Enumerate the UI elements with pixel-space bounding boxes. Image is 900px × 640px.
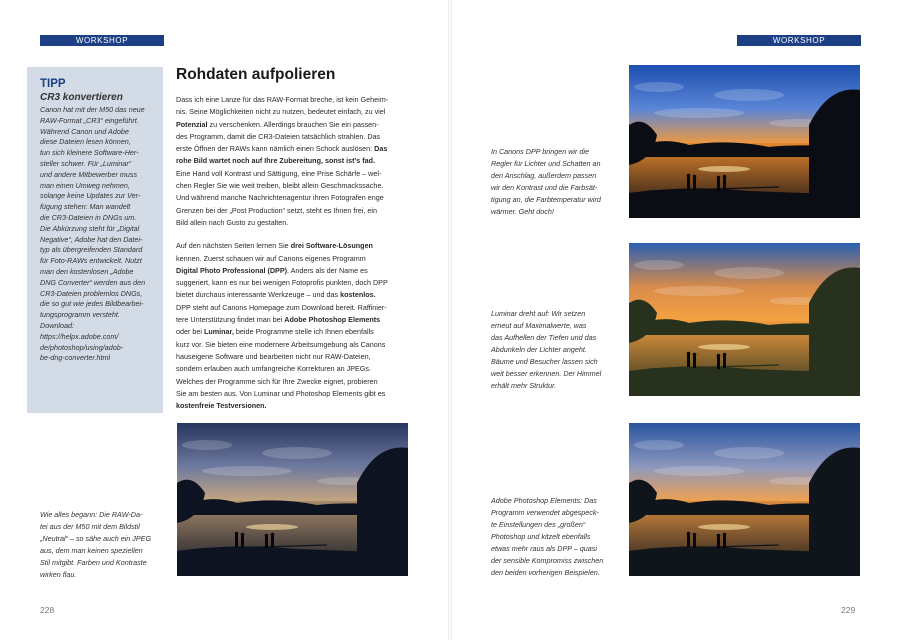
tipp-line: Download:	[40, 320, 74, 330]
tipp-line: steller schwer. Für „Luminar“	[40, 158, 132, 168]
tipp-line: Die Abkürzung steht für „Digital	[40, 223, 140, 233]
caption-line: „Neutral“ – so sähe auch ein JPEG	[40, 534, 152, 543]
tipp-line: für Foto-RAWs entwickelt. Nutzt	[40, 256, 142, 266]
tipp-line: CR3-Dateien problemlos DNGs,	[40, 288, 143, 298]
tipp-line: Negative“, Adobe hat den Datei-	[40, 234, 143, 244]
tipp-line: tun sich kleinere Software-Her-	[40, 148, 139, 158]
tipp-line: DNG Converter“ werden aus den	[40, 277, 146, 287]
article-line: kurz vor. Sie bieten eine modernere Arbeitsumgebung als Canons	[176, 339, 386, 349]
caption-raw	[40, 509, 151, 581]
photo-photoshop-elements	[629, 423, 860, 576]
caption-line: In Canons DPP bringen wir die	[491, 147, 590, 156]
caption-line: Regler für Lichter und Schatten an	[491, 159, 601, 168]
article-line: tere Unterstützung findet man bei Adobe Photoshop Elements	[176, 315, 381, 325]
caption-line: wir den Kontrast und die Farbsät-	[491, 183, 598, 192]
caption-line: Abdunkeln der Lichter angeht.	[491, 345, 587, 354]
caption-line: erhält mehr Struktur.	[491, 381, 557, 390]
article-line: Sie am besten aus. Von Luminar und Photoshop Elements gibt es	[176, 388, 386, 398]
caption-line: etwas mehr raus als DPP – quasi	[491, 544, 597, 553]
article-line: nis. Seine Möglichkeiten nicht zu nutzen, bedeutet einfach, zu viel	[176, 107, 386, 117]
article-line: chen Regler Sie wie weit treiben, bleibt allein Geschmackssache.	[176, 181, 384, 191]
article-line: rohe Bild wartet noch auf Ihre Zubereitung, sonst ist’s fad.	[176, 156, 376, 166]
article-line: suggeriert, kann es nur bei wenigen Fotoprofis punkten, doch DPP	[176, 278, 388, 288]
tipp-line: die CR3-Dateien in DNGs um.	[40, 212, 137, 222]
caption-line: den Anschlag, außerdem passen	[491, 171, 597, 180]
article-line: DPP steht auf Canons Homepage zum Download bereit. Raffinier-	[176, 302, 387, 312]
tipp-line: typ als übergreifenden Standard	[40, 245, 143, 255]
photo-luminar	[629, 243, 860, 396]
article-line: Auf den nächsten Seiten lernen Sie drei Software-Lösungen	[176, 241, 373, 251]
caption-line: Wie alles begann: Die RAW-Da-	[40, 510, 143, 519]
article-body	[176, 94, 421, 423]
tipp-line: fügung stehen: Man wandelt	[40, 202, 131, 212]
caption-line: tigung an, die Farbtemperatur wird	[491, 195, 601, 204]
photo-dpp	[629, 65, 860, 218]
caption-line: te Einstellungen des „großen“	[491, 520, 586, 529]
tipp-line: tungsprogramm versteht.	[40, 310, 120, 320]
tipp-box	[27, 67, 163, 413]
caption-line: aus, dem man keinen speziellen	[40, 546, 143, 555]
article-line: erste Öffnen der RAWs kann nämlich einen Schock auslösen: Das	[176, 144, 388, 154]
caption-line: der sensible Kompromiss zwischen	[491, 556, 604, 565]
tipp-line: und andere Mitbewerber muss	[40, 169, 138, 179]
caption-line: Programm verwendet abgespeck-	[491, 508, 599, 517]
article-line: des Programm, damit die CR3-Dateien tatsächlich strahlen. Das	[176, 131, 381, 141]
tipp-line: die so gut wie jedes Bildbearbei-	[40, 299, 144, 309]
article-line: Potenzial zu verschenken. Allerdings brauchen Sie ein passen-	[176, 119, 379, 129]
workshop-tab-left: WORKSHOP	[40, 35, 164, 46]
article-line: Grenzen bei der „Post Production“ setzt, steht es Ihnen frei, ein	[176, 205, 377, 215]
article-line: hauseigene Software und bearbeiten nicht nur RAW-Dateien,	[176, 351, 371, 361]
article-line: Dass ich eine Lanze für das RAW-Format breche, ist kein Geheim-	[176, 95, 389, 104]
tipp-line: man den kostenlosen „Adobe	[40, 266, 134, 276]
tipp-heading: TIPP	[40, 78, 66, 90]
caption-luminar	[491, 308, 601, 392]
caption-line: Stil mitgibt. Farben und Kontraste	[40, 558, 147, 567]
tipp-line: diese Dateien lesen können,	[40, 137, 131, 147]
caption-line: das Aufhellen der Tiefen und das	[491, 333, 597, 342]
tipp-line: de/photoshop/using/adob-	[40, 342, 124, 352]
caption-line: Photoshop und kitzelt ebenfalls	[491, 532, 591, 541]
article-line: Bild allein nach Gusto zu gestalten.	[176, 217, 289, 227]
article-line: Und während manche Nachrichtenagentur ihren Fotografen enge	[176, 193, 384, 203]
tipp-line: be-dng-converter.html	[40, 353, 111, 363]
page-number-right: 229	[841, 605, 856, 615]
tipp-body	[40, 105, 157, 364]
caption-line: Luminar dreht auf: Wir setzen	[491, 309, 586, 318]
book-spine	[448, 0, 452, 640]
caption-dpp	[491, 146, 601, 218]
article-line: kostenfreie Testversionen.	[176, 401, 267, 411]
article-line: Digital Photo Professional (DPP). Anders als der Name es	[176, 265, 368, 275]
tipp-line: RAW-Format „CR3“ eingeführt.	[40, 115, 139, 125]
tipp-line: solange keine Updates zur Ver-	[40, 191, 141, 201]
caption-line: Bäume und Besucher lassen sich	[491, 357, 598, 366]
caption-line: tei aus der M50 mit dem Bildstil	[40, 522, 140, 531]
tipp-line: Canon hat mit der M50 das neue	[40, 105, 145, 114]
article-paragraph-2	[176, 240, 421, 412]
article-line: Welches der Programme sich für Ihre Zwecke eignet, probieren	[176, 376, 378, 386]
caption-line: erneut auf Maximalwerte, was	[491, 321, 587, 330]
page-number-left: 228	[40, 605, 55, 615]
caption-line: wärmer. Geht doch!	[491, 207, 554, 216]
article-line: Eine Hand voll Kontrast und Sättigung, eine Prise Schärfe – wel-	[176, 168, 382, 178]
photo-raw-neutral	[177, 423, 408, 576]
tipp-line: man einen Umweg nehmen,	[40, 180, 130, 190]
caption-line: den beiden vorherigen Beispielen.	[491, 568, 600, 577]
tipp-line: Während Canon und Adobe	[40, 126, 129, 136]
article-line: bietet durchaus interessante Werkzeuge – und das kostenlos.	[176, 290, 376, 300]
caption-line: Adobe Photoshop Elements: Das	[491, 496, 597, 505]
tipp-line: https://helpx.adobe.com/	[40, 331, 119, 341]
caption-line: wirken flau.	[40, 570, 77, 579]
article-paragraph-1	[176, 94, 421, 229]
article-title: Rohdaten aufpolieren	[176, 66, 336, 83]
article-line: sondern erlauben auch umfangreiche Korrekturen an JPEGs.	[176, 364, 371, 374]
article-line: oder bei Luminar, beide Programme stelle ich Ihnen ebenfalls	[176, 327, 374, 337]
workshop-tab-right: WORKSHOP	[737, 35, 861, 46]
tipp-subheading: CR3 konvertieren	[40, 92, 123, 103]
caption-elements	[491, 495, 603, 579]
caption-line: weit besser erkennen. Der Himmel	[491, 369, 602, 378]
article-line: kennen. Zuerst schauen wir auf Canons eigenes Programm	[176, 253, 366, 263]
